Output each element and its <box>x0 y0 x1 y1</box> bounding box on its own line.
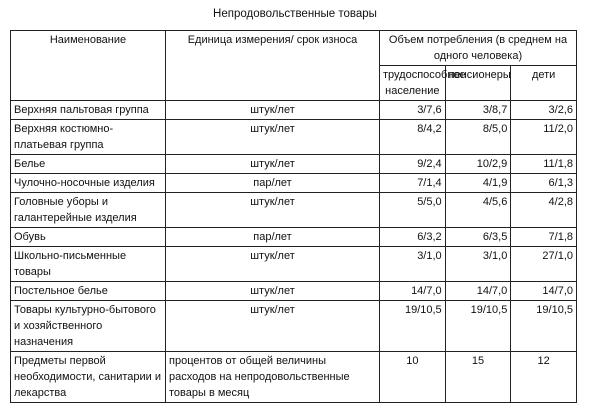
table-row <box>11 247 577 282</box>
row-name: Белье <box>11 155 166 174</box>
row-pensioners: 6/3,5 <box>445 228 511 247</box>
table-row <box>11 155 577 174</box>
row-children: 6/1,3 <box>511 174 577 193</box>
row-name: Предметы первой необходимости, санитарии и лекарства <box>11 352 166 403</box>
row-working: 7/1,4 <box>380 174 446 193</box>
table-row <box>11 352 577 403</box>
row-working: 3/1,0 <box>380 247 446 282</box>
row-children: 4/2,8 <box>511 193 577 228</box>
row-pensioners: 10/2,9 <box>445 155 511 174</box>
row-unit: пар/лет <box>166 174 380 193</box>
row-pensioners: 8/5,0 <box>445 120 511 155</box>
page-title: Непродовольственные товары <box>213 8 377 20</box>
row-name: Школьно-письменные товары <box>11 247 166 282</box>
table-row <box>11 174 577 193</box>
row-pensioners: 15 <box>445 352 511 403</box>
row-working: 10 <box>380 352 446 403</box>
header-unit: Единица измерения/ срок износа <box>166 31 380 101</box>
row-unit: штук/лет <box>166 301 380 352</box>
row-working: 9/2,4 <box>380 155 446 174</box>
row-pensioners: 4/1,9 <box>445 174 511 193</box>
table-row <box>11 228 577 247</box>
row-children: 27/1,0 <box>511 247 577 282</box>
row-name: Чулочно-носочные изделия <box>11 174 166 193</box>
row-working: 3/7,6 <box>380 101 446 120</box>
header-name: Наименование <box>11 31 166 101</box>
row-children: 11/2,0 <box>511 120 577 155</box>
row-working: 5/5,0 <box>380 193 446 228</box>
row-name: Головные уборы и галантерейные изделия <box>11 193 166 228</box>
header-consumption: Объем потребления (в среднем на одного человека) <box>380 31 577 66</box>
row-children: 14/7,0 <box>511 282 577 301</box>
row-unit: процентов от общей величины расходов на непродовольственные товары в месяц <box>166 352 380 403</box>
row-name: Товары культурно-бытового и хозяйственного назначения <box>11 301 166 352</box>
row-children: 7/1,8 <box>511 228 577 247</box>
table-row <box>11 101 577 120</box>
row-pensioners: 19/10,5 <box>445 301 511 352</box>
consumption-table <box>10 30 577 403</box>
row-children: 12 <box>511 352 577 403</box>
row-working: 6/3,2 <box>380 228 446 247</box>
row-unit: штук/лет <box>166 120 380 155</box>
header-children: дети <box>511 66 577 101</box>
row-children: 19/10,5 <box>511 301 577 352</box>
row-pensioners: 3/8,7 <box>445 101 511 120</box>
row-pensioners: 14/7,0 <box>445 282 511 301</box>
row-working: 14/7,0 <box>380 282 446 301</box>
row-pensioners: 3/1,0 <box>445 247 511 282</box>
row-unit: штук/лет <box>166 282 380 301</box>
table-row <box>11 282 577 301</box>
header-pensioners: пенсионеры <box>445 66 511 101</box>
row-name: Верхняя костюмно-платьевая группа <box>11 120 166 155</box>
row-name: Верхняя пальтовая группа <box>11 101 166 120</box>
row-unit: штук/лет <box>166 101 380 120</box>
row-name: Постельное белье <box>11 282 166 301</box>
row-name: Обувь <box>11 228 166 247</box>
row-working: 19/10,5 <box>380 301 446 352</box>
row-unit: штук/лет <box>166 193 380 228</box>
table-row <box>11 120 577 155</box>
header-working: трудоспособное население <box>380 66 446 101</box>
row-children: 3/2,6 <box>511 101 577 120</box>
table-row <box>11 193 577 228</box>
row-unit: штук/лет <box>166 155 380 174</box>
table-row <box>11 301 577 352</box>
row-unit: штук/лет <box>166 247 380 282</box>
row-working: 8/4,2 <box>380 120 446 155</box>
row-children: 11/1,8 <box>511 155 577 174</box>
row-unit: пар/лет <box>166 228 380 247</box>
row-pensioners: 4/5,6 <box>445 193 511 228</box>
